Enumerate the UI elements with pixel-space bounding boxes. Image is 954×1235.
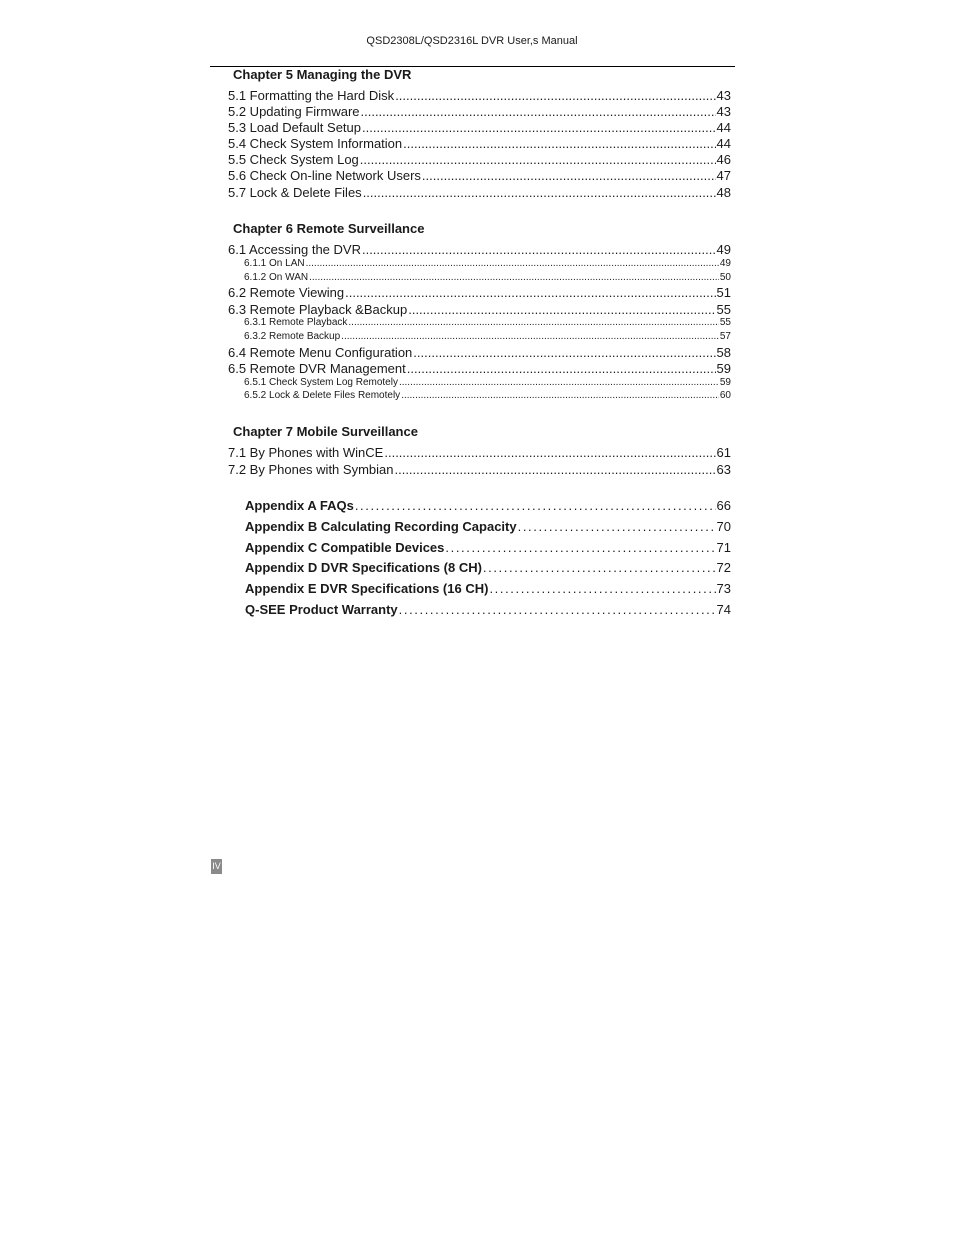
dot-leader <box>413 345 715 360</box>
toc-entry-label: 6.4 Remote Menu Configuration <box>228 345 413 360</box>
toc-entry-label: 6.1 Accessing the DVR <box>228 242 361 257</box>
dot-leader <box>408 302 715 317</box>
dot-leader <box>360 152 716 167</box>
appendix-label: Appendix A FAQs <box>245 498 354 513</box>
appendix-label: Appendix B Calculating Recording Capacity <box>245 519 517 534</box>
toc-entry-page: 44 <box>716 136 731 151</box>
toc-entry-page: 48 <box>716 185 731 200</box>
toc-entry[interactable] <box>228 168 731 183</box>
toc-entry[interactable] <box>228 302 731 317</box>
chapter-5-heading: Chapter 5 Managing the DVR <box>233 67 412 82</box>
toc-entry-label: 6.5.1 Check System Log Remotely <box>244 377 398 388</box>
appendix-entry[interactable] <box>245 602 731 617</box>
toc-entry-label: 6.3.2 Remote Backup <box>244 331 341 342</box>
toc-entry-label: 5.3 Load Default Setup <box>228 120 361 135</box>
appendix-entry[interactable] <box>245 519 731 534</box>
dot-leader <box>348 317 718 328</box>
toc-entry-page: 55 <box>719 317 731 328</box>
appendix-label: Appendix D DVR Specifications (8 CH) <box>245 560 482 575</box>
toc-entry-page: 43 <box>716 88 731 103</box>
dot-leader <box>363 185 716 200</box>
dot-leader <box>518 519 716 534</box>
toc-entry-page: 46 <box>716 152 731 167</box>
dot-leader <box>395 88 715 103</box>
appendix-entry[interactable] <box>245 581 731 596</box>
toc-entry[interactable] <box>228 462 731 477</box>
appendix-label: Appendix C Compatible Devices <box>245 540 445 555</box>
toc-subentry[interactable] <box>244 377 731 388</box>
appendix-page: 70 <box>716 519 731 534</box>
toc-entry[interactable] <box>228 345 731 360</box>
toc-entry-page: 60 <box>719 390 731 401</box>
toc-entry-label: 6.1.1 On LAN <box>244 258 305 269</box>
toc-entry-label: 5.6 Check On-line Network Users <box>228 168 421 183</box>
toc-entry[interactable] <box>228 152 731 167</box>
toc-entry-page: 49 <box>716 242 731 257</box>
toc-entry-label: 7.1 By Phones with WinCE <box>228 445 384 460</box>
dot-leader <box>399 377 719 388</box>
appendix-page: 72 <box>716 560 731 575</box>
header-title: QSD2308L/QSD2316L DVR User,s Manual <box>366 35 578 47</box>
toc-entry-label: 6.5 Remote DVR Management <box>228 361 406 376</box>
toc-entry-label: 6.5.2 Lock & Delete Files Remotely <box>244 390 401 401</box>
toc-subentry[interactable] <box>244 317 731 328</box>
toc-entry-label: 5.4 Check System Information <box>228 136 403 151</box>
dot-leader <box>345 285 715 300</box>
toc-entry-label: 5.7 Lock & Delete Files <box>228 185 362 200</box>
appendix-entry[interactable] <box>245 560 731 575</box>
toc-entry-page: 59 <box>716 361 731 376</box>
dot-leader <box>361 104 716 119</box>
toc-entry[interactable] <box>228 104 731 119</box>
toc-subentry[interactable] <box>244 331 731 342</box>
dot-leader <box>483 560 716 575</box>
toc-entry[interactable] <box>228 285 731 300</box>
toc-entry-page: 47 <box>716 168 731 183</box>
toc-subentry[interactable] <box>244 258 731 269</box>
dot-leader <box>341 331 719 342</box>
dot-leader <box>362 120 716 135</box>
toc-entry[interactable] <box>228 242 731 257</box>
dot-leader <box>403 136 715 151</box>
toc-entry-page: 59 <box>719 377 731 388</box>
toc-entry[interactable] <box>228 445 731 460</box>
dot-leader <box>422 168 716 183</box>
toc-entry-page: 55 <box>716 302 731 317</box>
toc-entry[interactable] <box>228 136 731 151</box>
dot-leader <box>384 445 715 460</box>
appendix-page: 71 <box>716 540 731 555</box>
toc-entry-label: 7.2 By Phones with Symbian <box>228 462 394 477</box>
toc-entry-page: 61 <box>716 445 731 460</box>
toc-entry-page: 44 <box>716 120 731 135</box>
toc-entry-page: 43 <box>716 104 731 119</box>
toc-entry-label: 5.2 Updating Firmware <box>228 104 360 119</box>
toc-entry[interactable] <box>228 185 731 200</box>
toc-subentry[interactable] <box>244 272 731 283</box>
toc-entry[interactable] <box>228 120 731 135</box>
toc-entry-page: 50 <box>719 272 731 283</box>
dot-leader <box>309 272 719 283</box>
appendix-label: Q-SEE Product Warranty <box>245 602 398 617</box>
toc-entry-label: 6.2 Remote Viewing <box>228 285 345 300</box>
toc-entry-label: 5.5 Check System Log <box>228 152 359 167</box>
appendix-page: 74 <box>716 602 731 617</box>
dot-leader <box>394 462 715 477</box>
dot-leader <box>355 498 716 513</box>
toc-entry-page: 58 <box>716 345 731 360</box>
appendix-label: Appendix E DVR Specifications (16 CH) <box>245 581 489 596</box>
toc-entry[interactable] <box>228 361 731 376</box>
toc-subentry[interactable] <box>244 390 731 401</box>
toc-entry-page: 49 <box>719 258 731 269</box>
toc-entry-label: 6.1.2 On WAN <box>244 272 309 283</box>
appendix-page: 66 <box>716 498 731 513</box>
appendix-page: 73 <box>716 581 731 596</box>
dot-leader <box>407 361 716 376</box>
appendix-entry[interactable] <box>245 540 731 555</box>
dot-leader <box>399 602 716 617</box>
toc-entry-label: 5.1 Formatting the Hard Disk <box>228 88 395 103</box>
chapter-7-heading: Chapter 7 Mobile Surveillance <box>233 424 418 439</box>
page-number: IV <box>211 859 222 874</box>
toc-entry-label: 6.3 Remote Playback &Backup <box>228 302 408 317</box>
dot-leader <box>362 242 716 257</box>
toc-entry-page: 63 <box>716 462 731 477</box>
toc-entry-page: 57 <box>719 331 731 342</box>
dot-leader <box>489 581 715 596</box>
toc-entry-page: 51 <box>716 285 731 300</box>
toc-entry[interactable] <box>228 88 731 103</box>
toc-entry-label: 6.3.1 Remote Playback <box>244 317 348 328</box>
dot-leader <box>401 390 719 401</box>
appendix-entry[interactable] <box>245 498 731 513</box>
chapter-6-heading: Chapter 6 Remote Surveillance <box>233 221 425 236</box>
dot-leader <box>306 258 719 269</box>
dot-leader <box>445 540 715 555</box>
